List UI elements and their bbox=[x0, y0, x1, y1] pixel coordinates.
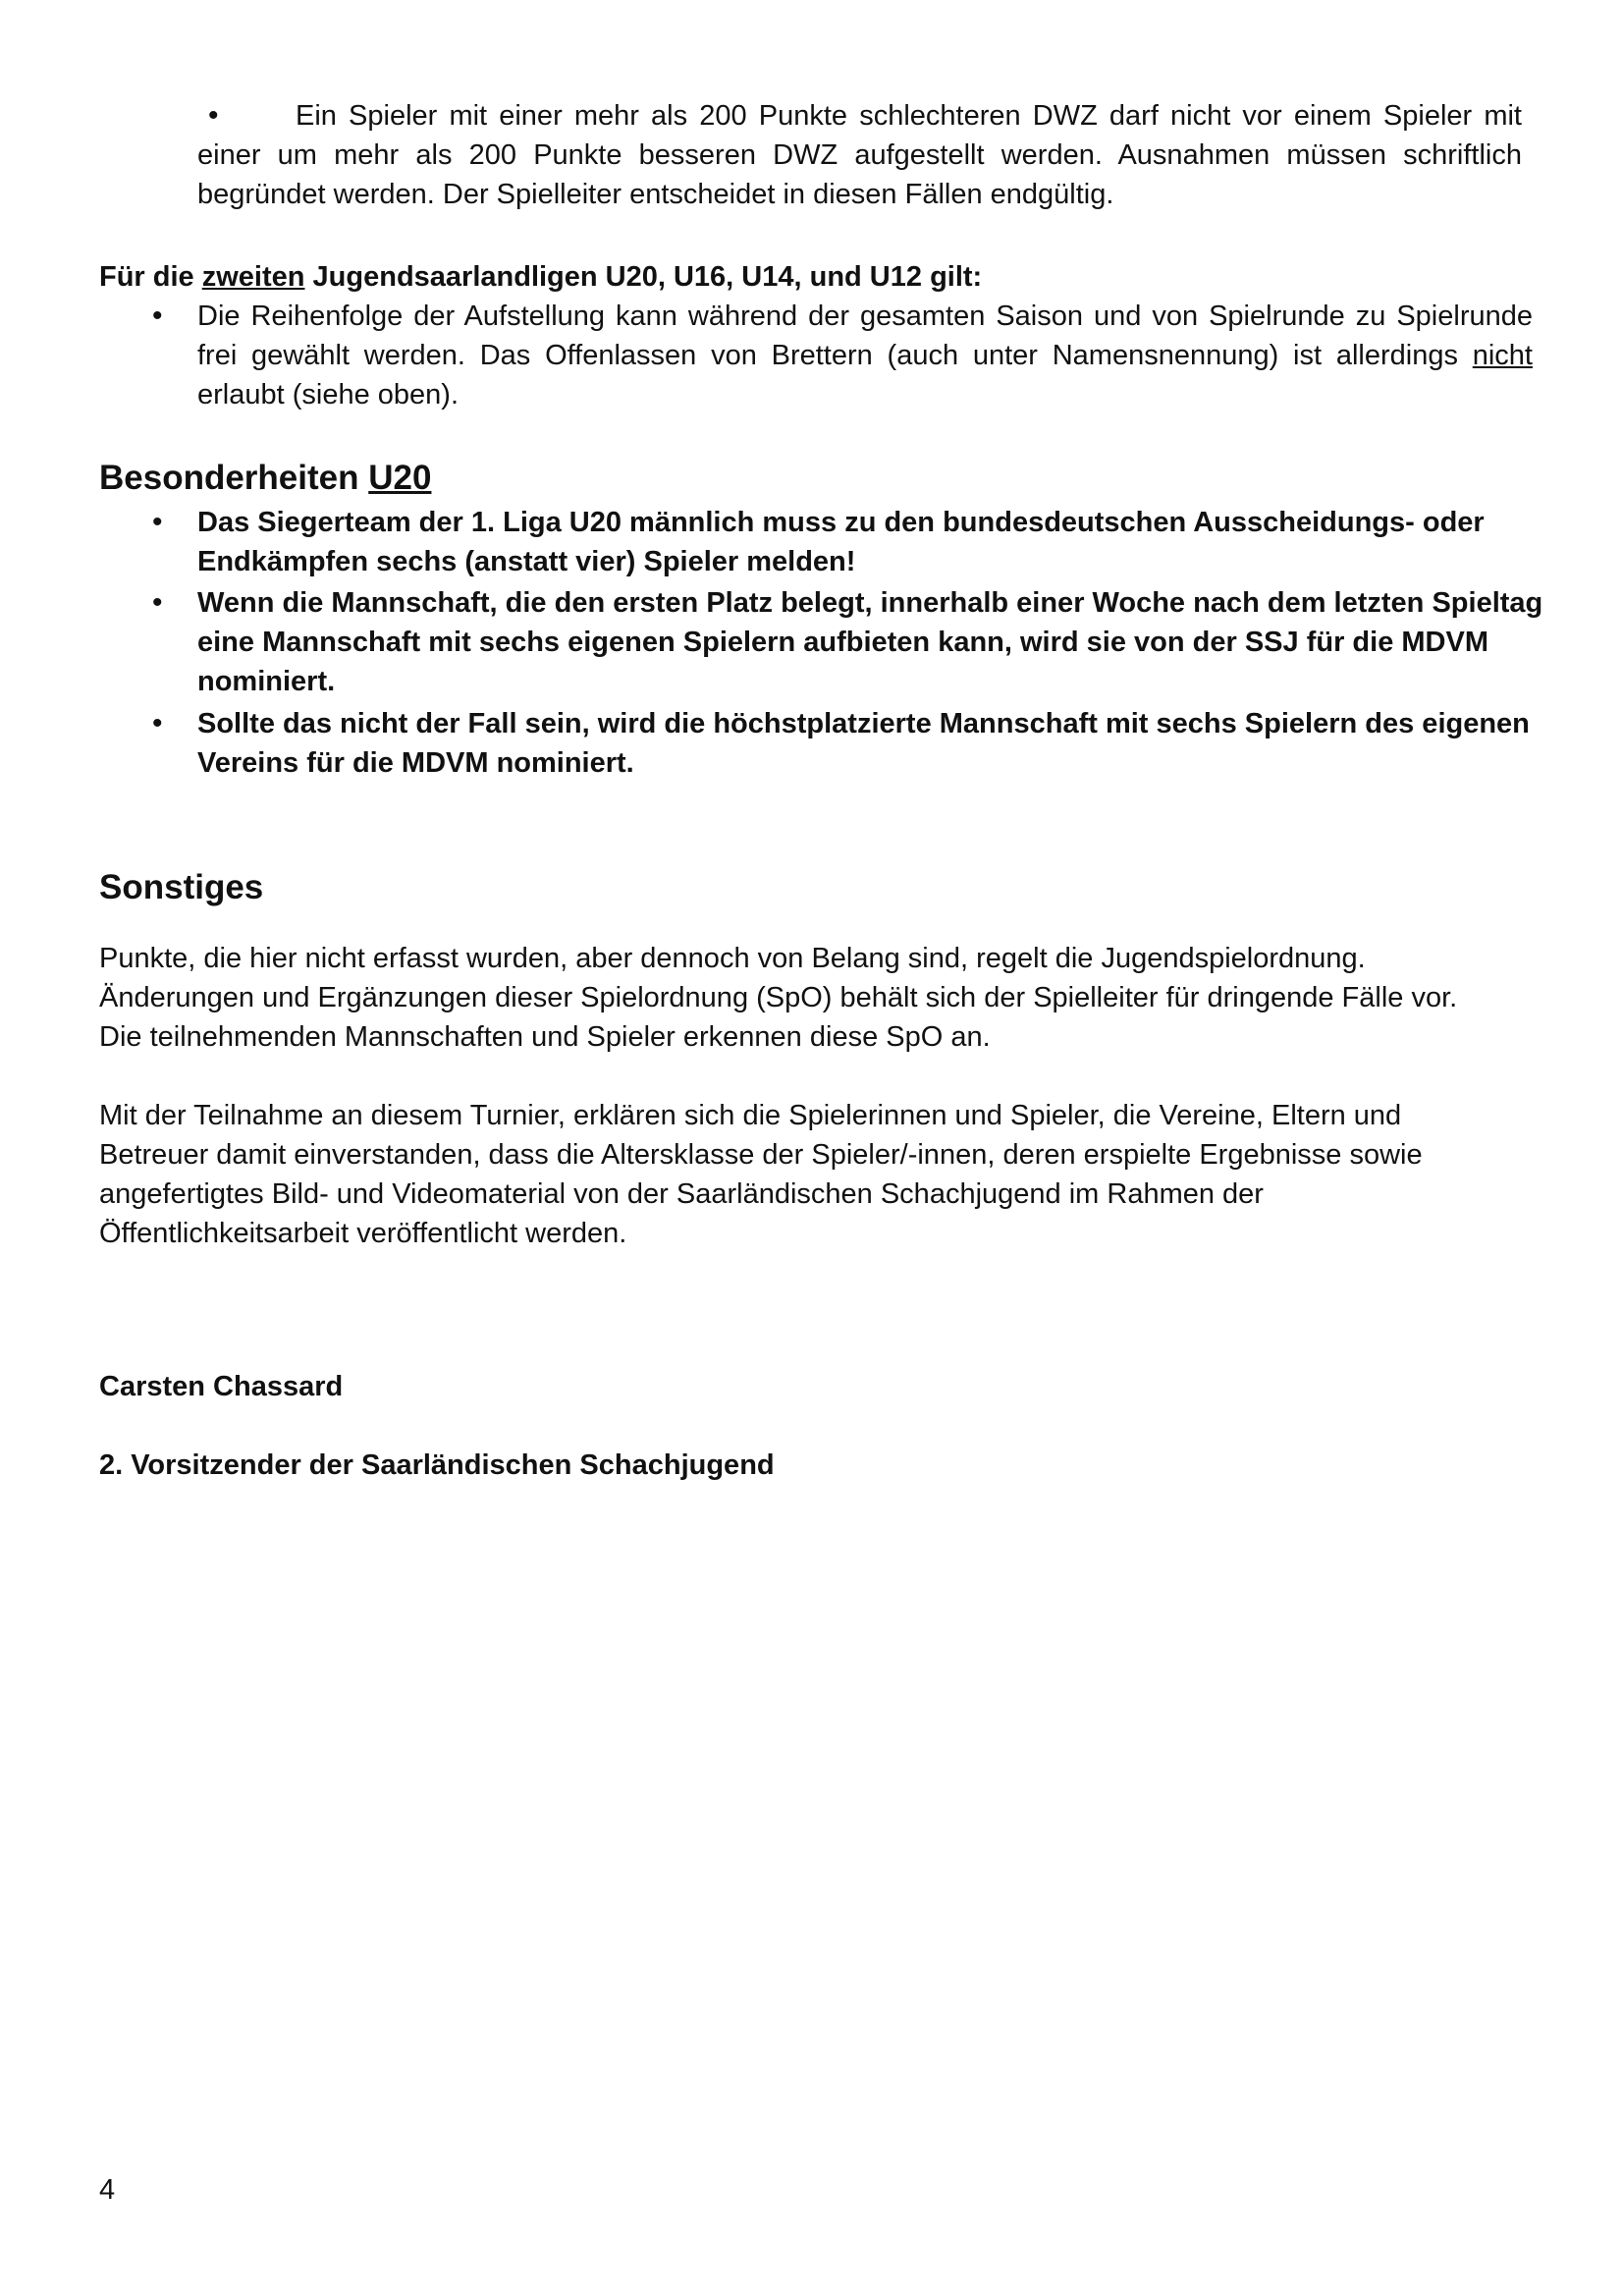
list-item-u20-2: Wenn die Mannschaft, die den ersten Platz belegt, innerhalb einer Woche nach dem letzten Spieltag eine Mannschaft mit sechs eigenen Spielern aufbieten kann, wird sie von der SSJ für die MDVM nominiert. bbox=[197, 587, 1543, 697]
list-item-dwz-rule bbox=[197, 96, 1522, 214]
paragraph-consent bbox=[99, 1096, 1552, 1253]
underlined-word: zweiten bbox=[201, 261, 305, 293]
paragraph-line: Mit der Teilnahme an diesem Turnier, erklären sich die Spielerinnen und Spieler, die Vereine, Eltern und bbox=[99, 1100, 1402, 1131]
underlined-word: U20 bbox=[368, 459, 432, 497]
paragraph-rules bbox=[99, 939, 1552, 1057]
paragraph-line: Änderungen und Ergänzungen dieser Spielordnung (SpO) behält sich der Spielleiter für dringende Fälle vor. bbox=[99, 982, 1458, 1013]
paragraph-line: Öffentlichkeitsarbeit veröffentlicht werden. bbox=[99, 1218, 627, 1249]
list-item-u20-1: Das Siegerteam der 1. Liga U20 männlich muss zu den bundesdeutschen Ausscheidungs- oder Endkämpfen sechs (anstatt vier) Spieler melden! bbox=[197, 507, 1485, 577]
list-item-lineup-rule: Die Reihenfolge der Aufstellung kann während der gesamten Saison und von Spielrunde zu Spielrunde frei gewählt werden. Das Offenlassen von Brettern (auch unter Namensnennung) ist allerdings nicht erlaubt (siehe oben). bbox=[197, 301, 1533, 410]
signature-name: Carsten Chassard bbox=[99, 1371, 344, 1402]
paragraph-line: Die teilnehmenden Mannschaften und Spieler erkennen diese SpO an. bbox=[99, 1021, 991, 1053]
bullet-marker: • bbox=[208, 99, 219, 132]
signature-role: 2. Vorsitzender der Saarländischen Schachjugend bbox=[99, 1449, 775, 1481]
sonstiges-heading: Sonstiges bbox=[99, 868, 264, 906]
second-league-heading: Für die zweiten Jugendsaarlandligen U20, U16, U14, und U12 gilt: bbox=[99, 261, 983, 293]
list-item-u20-3: Sollte das nicht der Fall sein, wird die höchstplatzierte Mannschaft mit sechs Spielern des eigenen Vereins für die MDVM nominiert. bbox=[197, 708, 1530, 779]
bullet-marker: • bbox=[152, 707, 163, 739]
paragraph-line: angefertigtes Bild- und Videomaterial von der Saarländischen Schachjugend im Rahmen der bbox=[99, 1178, 1264, 1210]
list-item-text: Ein Spieler mit einer mehr als 200 Punkte schlechteren DWZ darf nicht vor einem Spieler mit einer um mehr als 200 Punkte besseren DWZ aufgestellt werden. Ausnahmen müssen schriftlich begründet werden. Der Spielleiter entscheidet in diesen Fällen endgültig. bbox=[197, 100, 1522, 210]
paragraph-line: Punkte, die hier nicht erfasst wurden, aber dennoch von Belang sind, regelt die Jugendspielordnung. bbox=[99, 943, 1366, 974]
page-number: 4 bbox=[99, 2174, 116, 2206]
u20-heading: Besonderheiten U20 bbox=[99, 459, 432, 497]
bullet-marker: • bbox=[152, 586, 163, 619]
bullet-marker: • bbox=[152, 300, 163, 332]
bullet-marker: • bbox=[152, 506, 163, 538]
paragraph-line: Betreuer damit einverstanden, dass die Altersklasse der Spieler/-innen, deren erspielte Ergebnisse sowie bbox=[99, 1139, 1423, 1171]
underlined-word: nicht bbox=[1472, 340, 1533, 371]
